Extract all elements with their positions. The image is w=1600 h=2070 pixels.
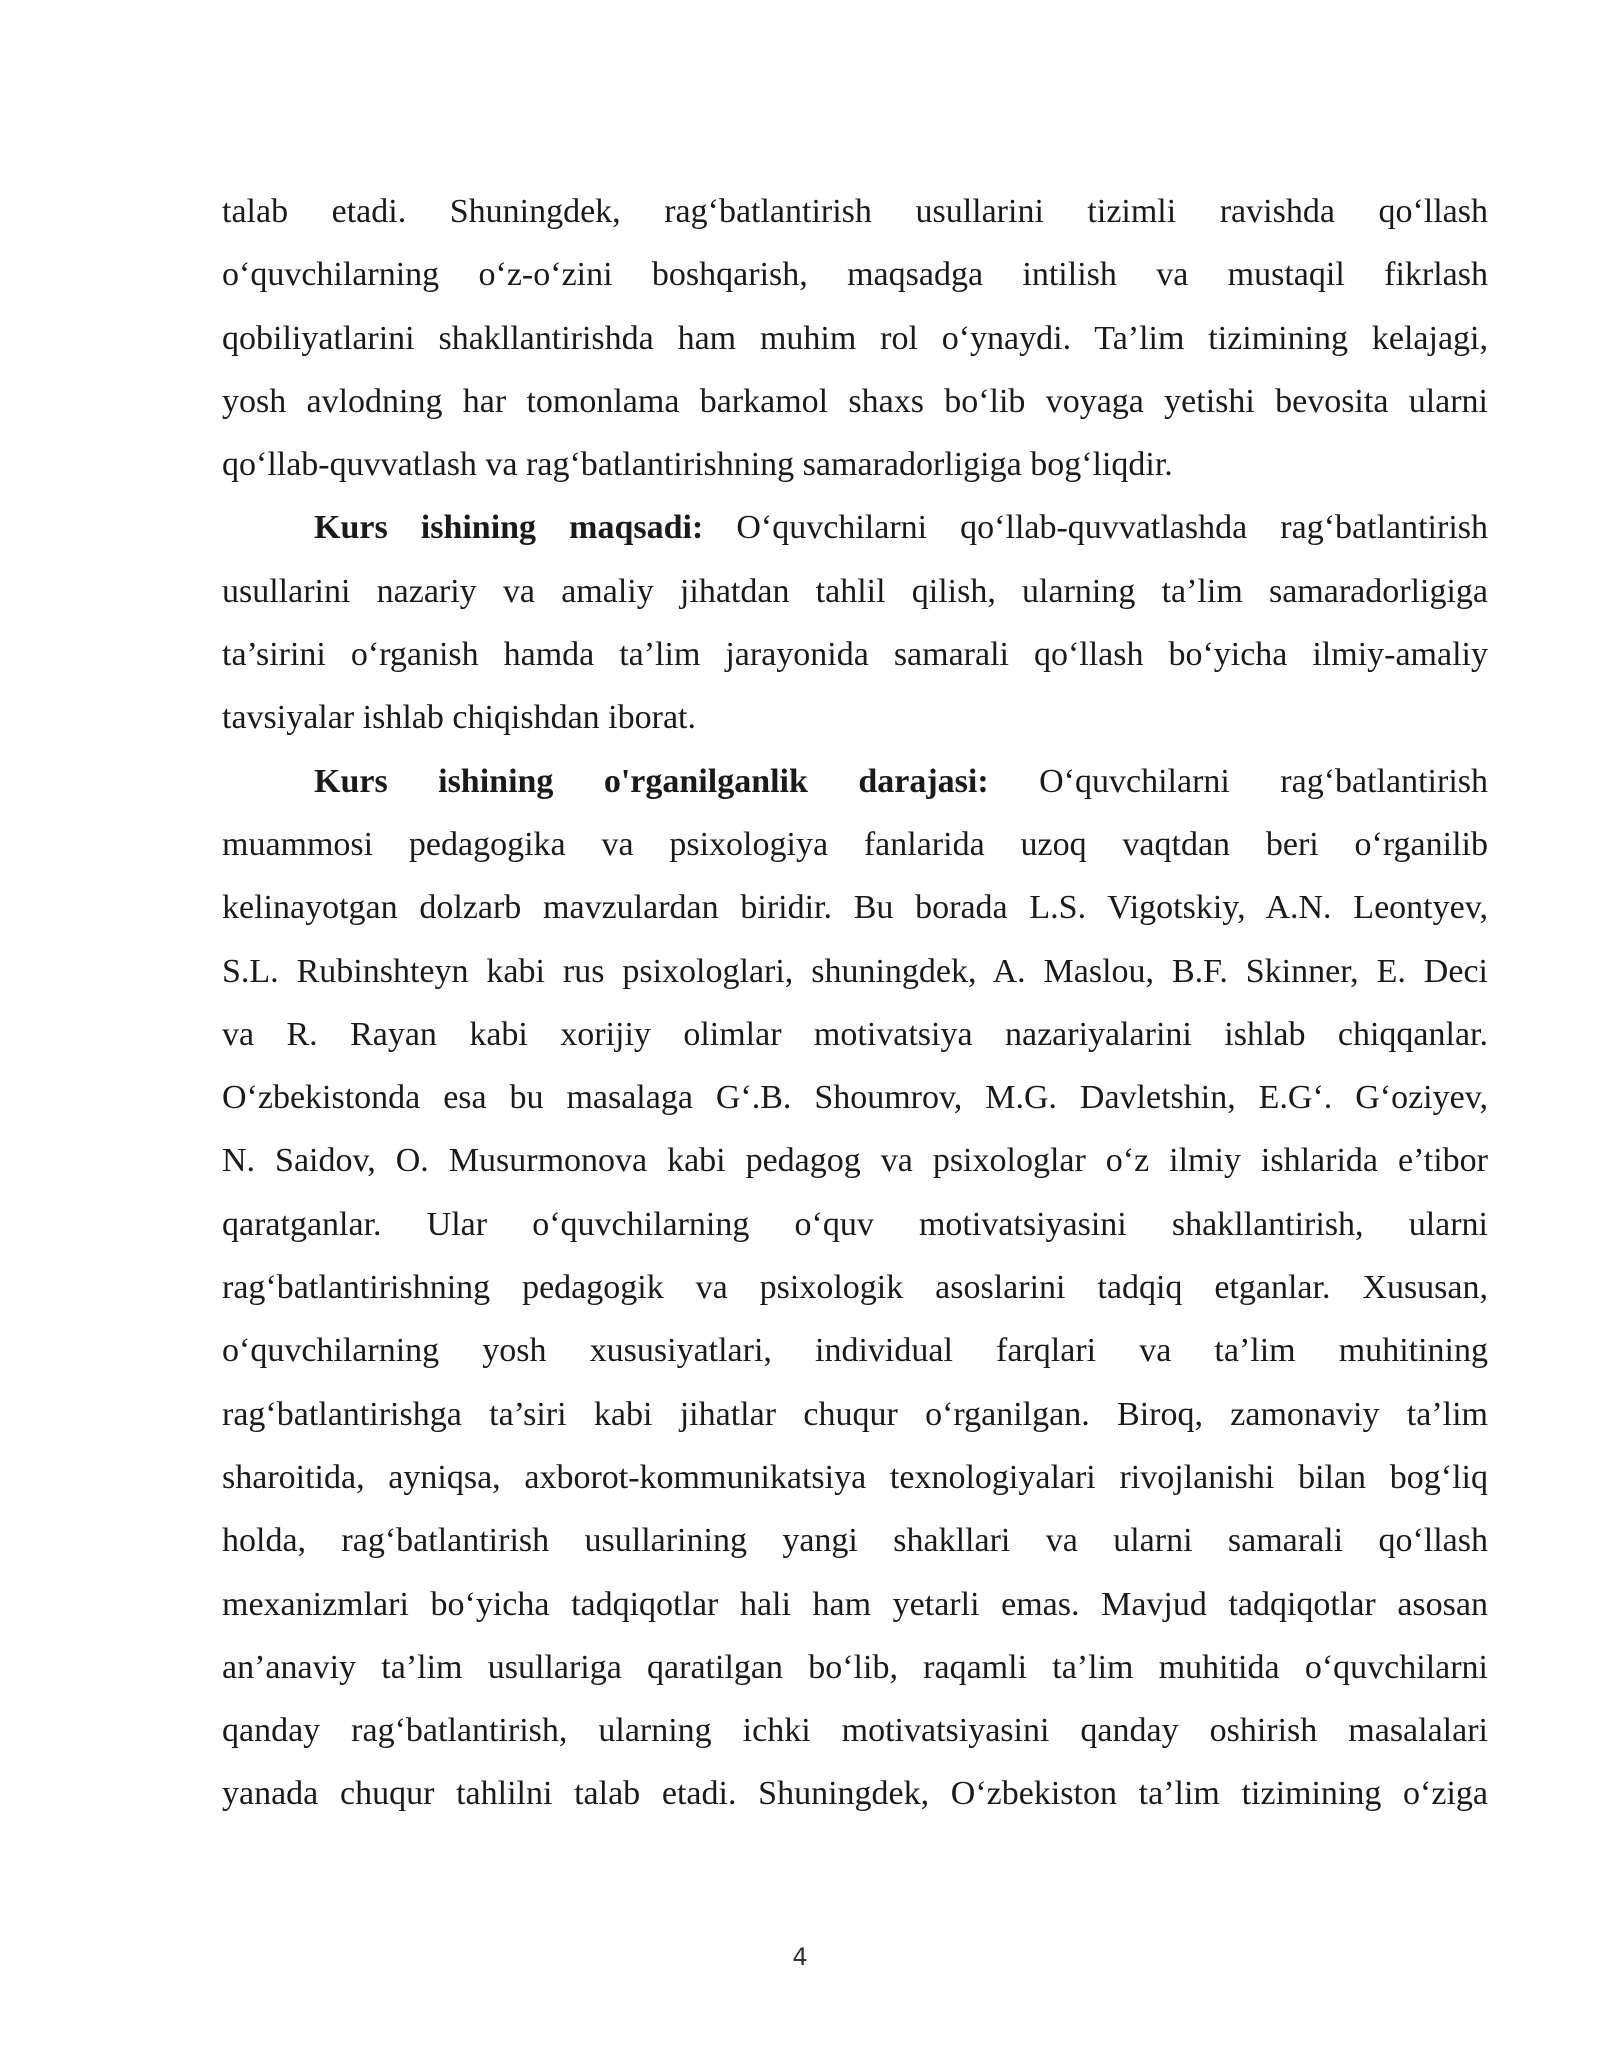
text-line: va R. Rayan kabi xorijiy olimlar motivatsiya nazariyalarini ishlab chiqqanlar. <box>222 1015 1488 1053</box>
document-page <box>222 180 1488 1826</box>
text-line: rag‘batlantirishning pedagogik va psixologik asoslarini tadqiq etganlar. Xususan, <box>222 1269 1488 1307</box>
text-span: O‘quvchilarni rag‘batlantirish <box>988 762 1488 800</box>
text-line: tavsiyalar ishlab chiqishdan iborat. <box>222 699 696 737</box>
text-line: O‘zbekistonda esa bu masalaga G‘.B. Shoumrov, M.G. Davletshin, E.G‘. G‘oziyev, <box>222 1079 1488 1117</box>
text-line: o‘quvchilarning o‘z-o‘zini boshqarish, maqsadga intilish va mustaqil fikrlash <box>222 256 1488 294</box>
text-line: qaratganlar. Ular o‘quvchilarning o‘quv motivatsiyasini shakllantirish, ularni <box>222 1205 1488 1243</box>
page-number: 4 <box>792 1943 808 1971</box>
text-line: yanada chuqur tahlilni talab etadi. Shuningdek, O‘zbekiston ta’lim tizimining o‘ziga <box>222 1775 1488 1813</box>
text-line: holda, rag‘batlantirish usullarining yangi shakllari va ularni samarali qo‘llash <box>222 1522 1488 1560</box>
text-line: ta’sirini o‘rganish hamda ta’lim jarayonida samarali qo‘llash bo‘yicha ilmiy-amaliy <box>222 636 1488 674</box>
text-line: talab etadi. Shuningdek, rag‘batlantirish usullarini tizimli ravishda qo‘llash <box>222 193 1488 230</box>
text-line: qanday rag‘batlantirish, ularning ichki motivatsiyasini qanday oshirish masalalari <box>222 1712 1488 1750</box>
study-level-paragraph-line <box>222 750 1488 813</box>
text-line: mexanizmlari bo‘yicha tadqiqotlar hali ham yetarli emas. Mavjud tadqiqotlar asosan <box>222 1585 1488 1623</box>
aim-paragraph-line <box>222 496 1488 559</box>
text-line: muammosi pedagogika va psixologiya fanlarida uzoq vaqtdan beri o‘rganilib <box>222 825 1488 863</box>
text-line: sharoitida, ayniqsa, axborot-kommunikatsiya texnologiyalari rivojlanishi bilan bog‘liq <box>222 1458 1488 1496</box>
text-line: an’anaviy ta’lim usullariga qaratilgan bo‘lib, raqamli ta’lim muhitida o‘quvchilarni <box>222 1648 1488 1686</box>
text-line: qobiliyatlarini shakllantirishda ham muhim rol o‘ynaydi. Ta’lim tizimining kelajagi, <box>222 319 1488 357</box>
text-line: kelinayotgan dolzarb mavzulardan biridir. Bu borada L.S. Vigotskiy, A.N. Leontyev, <box>222 889 1488 927</box>
text-line: qo‘llab-quvvatlash va rag‘batlantirishning samaradorligiga bog‘liqdir. <box>222 446 1173 484</box>
text-span: O‘quvchilarni qo‘llab-quvvatlashda rag‘batlantirish <box>703 509 1488 547</box>
aim-heading: Kurs ishining maqsadi: <box>314 509 704 547</box>
text-line: rag‘batlantirishga ta’siri kabi jihatlar chuqur o‘rganilgan. Biroq, zamonaviy ta’lim <box>222 1395 1488 1433</box>
study-level-heading: Kurs ishining o'rganilganlik darajasi: <box>314 762 989 800</box>
text-line: N. Saidov, O. Musurmonova kabi pedagog va psixologlar o‘z ilmiy ishlarida e’tibor <box>222 1142 1488 1180</box>
text-line: o‘quvchilarning yosh xususiyatlari, individual farqlari va ta’lim muhitining <box>222 1332 1488 1370</box>
text-line: S.L. Rubinshteyn kabi rus psixologlari, shuningdek, A. Maslou, B.F. Skinner, E. Deci <box>222 952 1488 990</box>
text-line: yosh avlodning har tomonlama barkamol shaxs bo‘lib voyaga yetishi bevosita ularni <box>222 382 1488 420</box>
text-line: usullarini nazariy va amaliy jihatdan tahlil qilish, ularning ta’lim samaradorligiga <box>222 572 1488 610</box>
